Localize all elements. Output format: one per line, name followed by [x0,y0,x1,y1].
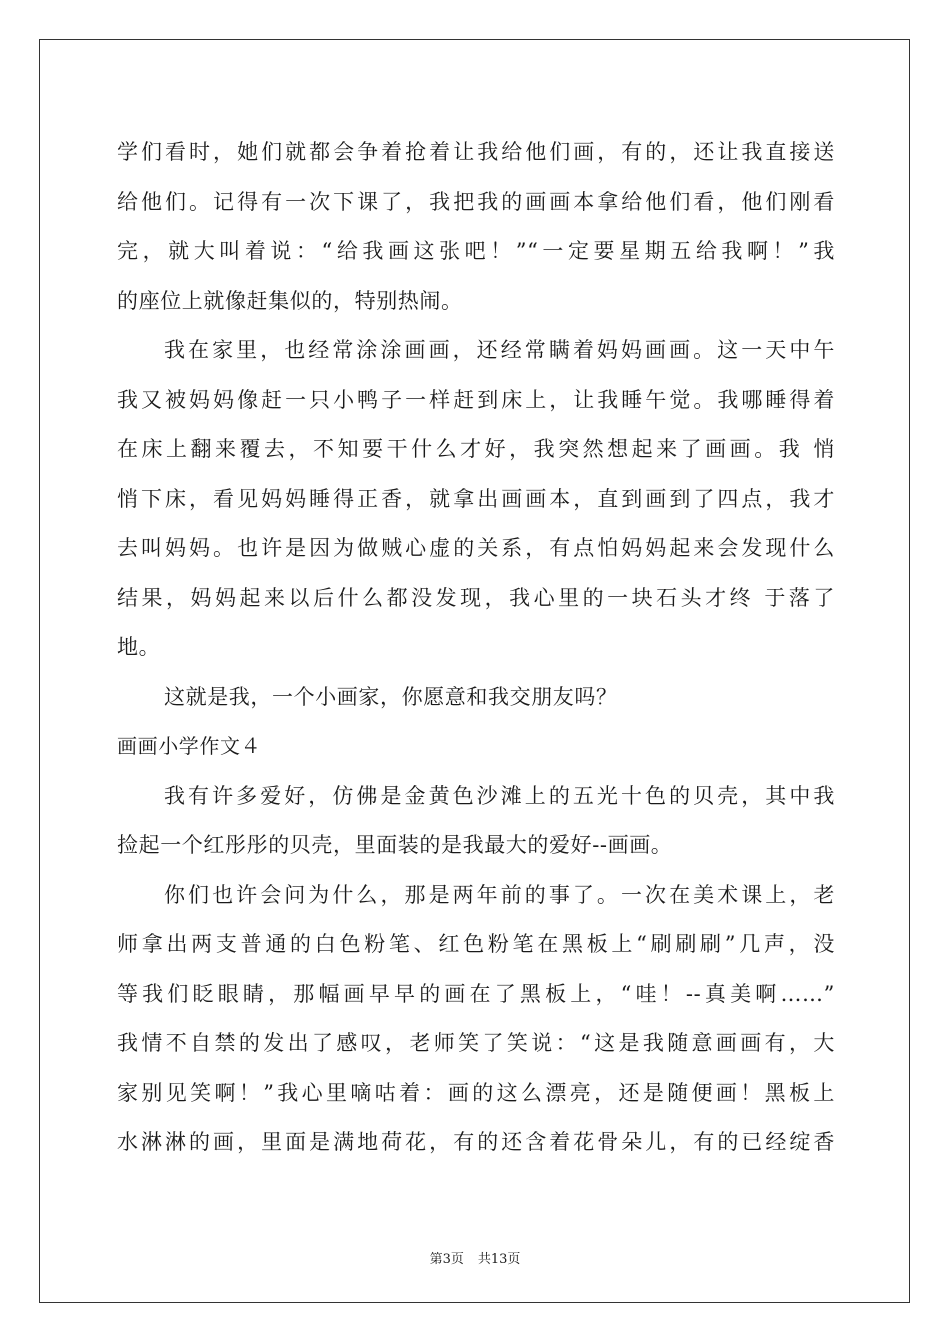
text-line: 给他们。记得有一次下课了，我把我的画画本拿给他们看，他们刚看 [117,189,835,214]
text-line: 捡起一个红彤彤的贝壳，里面装的是我最大的爱好--画画。 [117,833,673,857]
text-line: 悄下床，看见妈妈睡得正香，就拿出画画本，直到画到了四点，我才 [117,486,835,511]
text-line: 师拿出两支普通的白色粉笔、红色粉笔在黑板上“刷刷刷”几声，没 [117,932,835,956]
current-page-number: 第3页 [429,1252,464,1267]
text-line: 我情不自禁的发出了感叹，老师笑了笑说：“这是我随意画画有，大 [117,1031,835,1055]
text-line: 家别见笑啊！”我心里嘀咕着：画的这么漂亮，还是随便画！黑板上 [117,1080,835,1105]
text-line: 去叫妈妈。也许是因为做贼心虚的关系，有点怕妈妈起来会发现什么 [117,536,835,560]
total-pages: 共13页 [477,1252,521,1267]
text-line: 我又被妈妈像赶一只小鸭子一样赶到床上，让我睡午觉。我哪睡得着 [117,387,835,412]
section-heading: 画画小学作文４ [117,734,262,758]
text-line: 学们看时，她们就都会争着抢着让我给他们画，有的，还让我直接送 [117,140,835,164]
text-line: 等我们眨眼睛，那幅画早早的画在了黑板上，“哇！--真美啊……” [117,981,835,1006]
page-footer [0,1248,950,1267]
document-body [117,128,835,1168]
text-line: 我在家里，也经常涂涂画画，还经常瞒着妈妈画画。这一天中午 [164,338,835,362]
text-line: 完，就大叫着说：“给我画这张吧！”“一定要星期五给我啊！”我 [117,239,835,263]
text-line: 水淋淋的画，里面是满地荷花，有的还含着花骨朵儿，有的已经绽香 [117,1130,835,1154]
text-line: 我有许多爱好，仿佛是金黄色沙滩上的五光十色的贝壳，其中我 [164,783,835,808]
text-line: 地。 [117,635,161,659]
text-line: 你们也许会问为什么，那是两年前的事了。一次在美术课上，老 [164,882,835,907]
text-line: 这就是我，一个小画家，你愿意和我交朋友吗？ [164,684,618,709]
text-line: 结果，妈妈起来以后什么都没发现，我心里的一块石头才终 于落了 [117,585,835,610]
text-line: 的座位上就像赶集似的，特别热闹。 [117,288,463,313]
text-line: 在床上翻来覆去，不知要干什么才好，我突然想起来了画画。我 悄 [117,437,835,461]
